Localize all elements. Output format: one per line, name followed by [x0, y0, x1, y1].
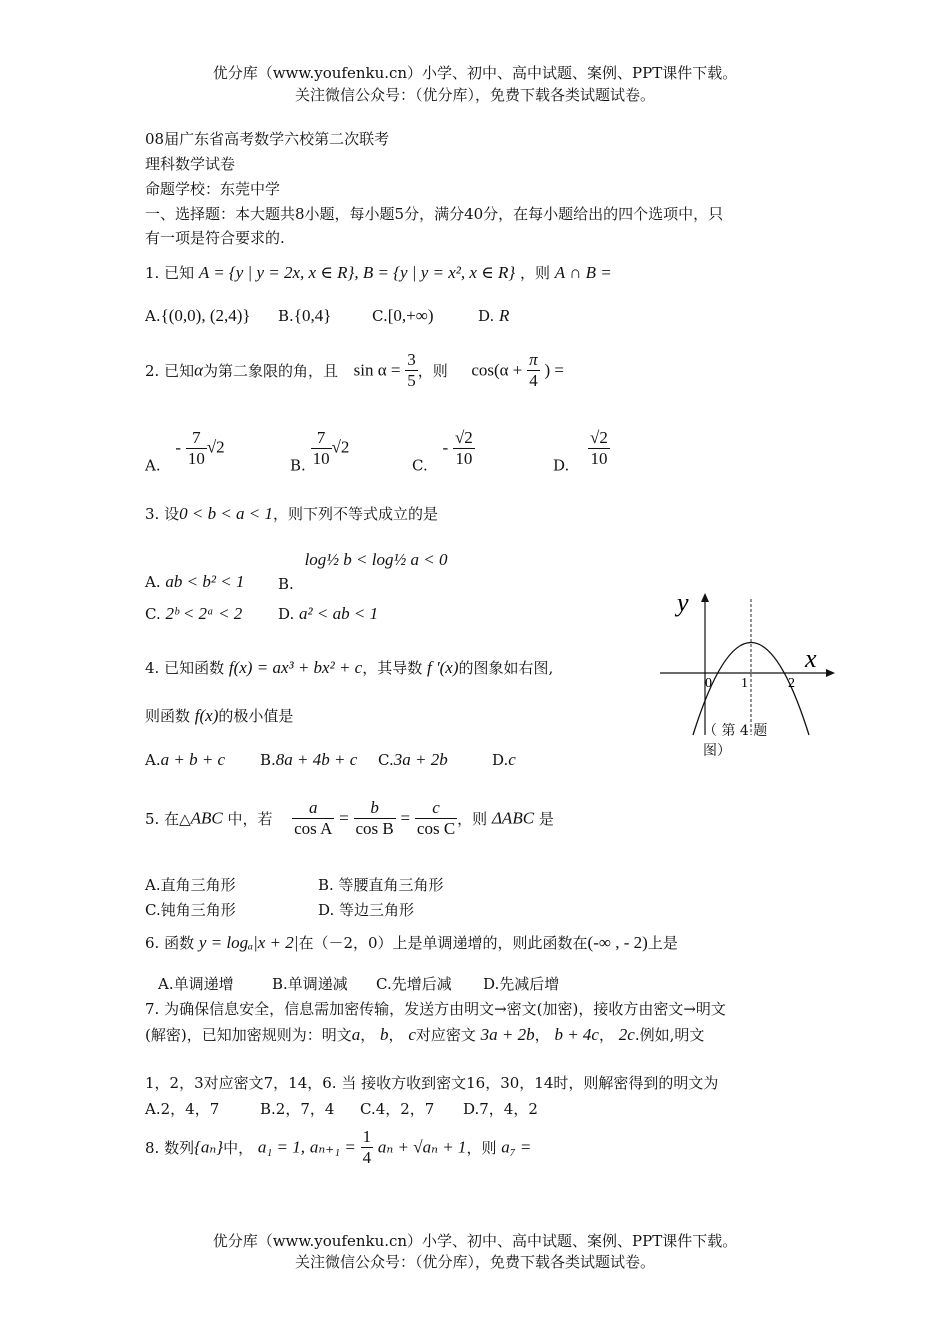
q3-option-d-text: a² < ab < 1	[299, 604, 379, 623]
q5-equals-1: =	[339, 808, 349, 828]
q1-option-c-label: C.	[372, 307, 388, 325]
q2-pi-fraction	[527, 350, 540, 391]
q7-option-b[interactable]: B.2，7，4	[260, 1100, 335, 1118]
question-8-stem	[145, 1127, 531, 1168]
q2-sin-num: 3	[407, 350, 416, 369]
q3-option-a-label: A.	[145, 573, 161, 591]
exam-subtitle: 理科数学试卷	[145, 155, 236, 173]
q2-four: 4	[529, 371, 538, 390]
q1-sets: A = {y | y = 2x, x ∈ R}, B = {y | y = x², x ∈ R}	[198, 263, 516, 282]
q2-option-d-frac	[588, 428, 610, 469]
q7-option-a[interactable]: A.2，4，7	[145, 1100, 220, 1118]
question-7-line-2	[145, 1024, 704, 1045]
q4-option-c[interactable]	[378, 750, 448, 770]
q1-option-b-text: {0,4}	[293, 306, 332, 325]
q5-frac-b	[354, 798, 396, 839]
header-line-2: 关注微信公众号：（优分库），免费下载各类试题试卷。	[294, 86, 655, 104]
footer-line-1: 优分库（www.youfenku.cn）小学、初中、高中试题、案例、PPT课件下载。	[212, 1232, 738, 1250]
q3-option-c-text: 2ᵇ < 2ᵃ < 2	[165, 604, 243, 623]
q4-option-a-text: a + b + c	[160, 750, 226, 769]
tick-0-label: 0	[705, 676, 712, 691]
q2-alpha: α	[194, 360, 204, 380]
q3-option-b[interactable]	[278, 550, 447, 593]
q8-then: ，则	[466, 1139, 497, 1157]
q3-condition: 0 < b < a < 1	[179, 504, 274, 523]
tick-1-label: 1	[741, 676, 748, 691]
q7-enc-1: 3a + 2b	[480, 1025, 535, 1044]
q2-option-a-frac	[186, 428, 207, 469]
q1-option-b[interactable]	[278, 306, 331, 326]
q3-option-a[interactable]	[145, 572, 244, 592]
q1-option-a-label: A.	[145, 307, 161, 325]
q3-prefix: 3. 设	[145, 505, 180, 523]
q8-sequence: {aₙ}	[194, 1137, 224, 1157]
q7-line2-a: (解密)，已知加密规则为：明文	[145, 1026, 352, 1044]
figure-caption-1: （ 第 4 题	[703, 723, 768, 739]
footer-line-2: 关注微信公众号：（优分库），免费下载各类试题试卷。	[294, 1253, 655, 1271]
q2-cos-lhs: cos(α +	[471, 360, 523, 380]
q2-option-d-den: 10	[590, 449, 608, 468]
q6-interval: (-∞ , - 2)	[587, 933, 648, 952]
figure-caption-2: 图）	[703, 743, 731, 759]
q4-option-c-text: 3a + 2b	[393, 750, 448, 769]
q4-line2-prefix: 则函数	[145, 707, 191, 725]
q2-option-a[interactable]	[145, 428, 225, 475]
q4-option-d[interactable]	[492, 750, 516, 770]
q2-option-d[interactable]	[553, 428, 610, 475]
q8-initial: a₁ = 1,	[257, 1137, 306, 1157]
q2-option-d-label: D.	[553, 456, 570, 475]
q7-var-b: b	[380, 1025, 389, 1044]
q4-derivative: f '(x)	[427, 658, 459, 677]
q2-option-b-label: B.	[290, 456, 306, 475]
q2-option-a-label: A.	[145, 456, 161, 475]
q1-ask: A ∩ B =	[554, 263, 612, 282]
q2-option-a-den: 10	[187, 449, 205, 468]
q7-var-c: c	[408, 1025, 416, 1044]
y-axis-label: y	[677, 588, 689, 617]
section-intro-1: 一、选择题：本大题共8小题，每小题5分，满分40分，在每小题给出的四个选项中，只	[145, 205, 724, 223]
q1-option-c[interactable]	[372, 306, 434, 326]
section-intro-2: 有一项是符合要求的.	[145, 229, 285, 247]
q3-option-d-label: D.	[278, 605, 295, 623]
q1-suffix: ，则	[519, 264, 550, 282]
question-3-stem	[145, 503, 438, 524]
q2-option-b-num: 7	[311, 428, 332, 449]
q7-var-a: a	[351, 1025, 361, 1044]
q7-option-d[interactable]: D.7，4，2	[463, 1100, 538, 1118]
x-axis-label: x	[805, 644, 817, 673]
q2-option-a-sign: -	[175, 437, 182, 457]
q2-mid: 为第二象限的角，且	[203, 362, 339, 380]
q6-option-b[interactable]: B.单调递减	[272, 975, 348, 993]
question-6-stem	[145, 932, 678, 953]
q4-option-a-label: A.	[145, 751, 161, 769]
question-2-stem	[145, 350, 564, 391]
q3-option-b-label: B.	[278, 575, 294, 593]
q1-option-a-text: {(0,0), (2,4)}	[160, 306, 251, 325]
question-4-stem-2	[145, 705, 293, 726]
q3-option-b-text: log½ b < log½ a < 0	[304, 550, 448, 569]
question-1-stem	[145, 262, 612, 283]
q3-option-d[interactable]	[278, 604, 378, 624]
q8-rec-rhs: aₙ + √aₙ + 1	[377, 1137, 467, 1157]
q6-option-c[interactable]: C.先增后减	[376, 975, 452, 993]
q7-sep-4: ，	[598, 1026, 614, 1044]
q5-triangle-2: ΔABC	[491, 808, 535, 828]
q5-option-b[interactable]: B. 等腰直角三角形	[318, 876, 444, 894]
q4-option-d-text: c	[508, 750, 516, 769]
q4-option-d-label: D.	[492, 751, 509, 769]
q1-prefix: 1. 已知	[145, 264, 195, 282]
q5-option-a[interactable]: A.直角三角形	[145, 876, 236, 894]
q4-option-b-text: 8a + 4b + c	[275, 750, 358, 769]
q2-option-d-num: √2	[590, 428, 608, 447]
q5-equals-2: =	[400, 808, 411, 828]
q5-option-c[interactable]: C.钝角三角形	[145, 901, 236, 919]
q1-option-d-label: D.	[478, 307, 495, 325]
q5-triangle: ABC	[190, 808, 223, 828]
q2-sin-den: 5	[407, 371, 416, 390]
q5-num-c: c	[415, 798, 457, 819]
question-4-stem	[145, 657, 553, 678]
q8-quarter-den: 4	[362, 1148, 372, 1167]
q2-option-c-label: C.	[412, 456, 428, 475]
q2-option-a-num: 7	[186, 428, 207, 449]
q2-then: ，则	[417, 362, 448, 380]
q2-prefix: 2. 已知	[145, 362, 195, 380]
q2-option-c-den: 10	[455, 449, 473, 468]
q6-prefix: 6. 函数	[145, 934, 195, 952]
q8-quarter	[361, 1127, 374, 1168]
q2-option-b-rad: √2	[331, 437, 350, 457]
question-7-line-3: 1，2，3对应密文7，14，6. 当 接收方收到密文16，30，14时，则解密得到的明文为	[145, 1074, 719, 1092]
q3-option-a-text: ab < b² < 1	[165, 572, 245, 591]
q7-line2-b: 对应密文	[415, 1026, 476, 1044]
question-7-line-1: 7. 为确保信息安全，信息需加密传输，发送方由明文→密文(加密)，接收方由密文→明文	[145, 1000, 726, 1018]
q7-enc-2: b + 4c	[554, 1025, 599, 1044]
q5-num-b: b	[354, 798, 396, 819]
q2-option-c-num: √2	[454, 428, 473, 447]
x-axis-arrow-icon	[826, 669, 835, 677]
q3-option-c-label: C.	[145, 605, 161, 623]
q4-option-b-label: B.	[260, 751, 276, 769]
q2-option-b-den: 10	[312, 449, 330, 468]
q2-option-a-rad: √2	[206, 437, 225, 457]
q2-sin-lhs: sin α =	[353, 360, 401, 380]
q6-option-a[interactable]: A.单调递增	[158, 975, 234, 993]
q4-function: f(x) = ax³ + bx² + c	[228, 658, 363, 677]
q4-line2-func: f(x)	[194, 706, 219, 725]
tick-2-label: 2	[788, 676, 795, 691]
q6-function: y = logₐ|x + 2|	[198, 933, 299, 952]
q5-frac-c	[415, 798, 457, 839]
header-line-1: 优分库（www.youfenku.cn）小学、初中、高中试题、案例、PPT课件下载。	[212, 64, 738, 82]
q5-suffix: 是	[538, 810, 554, 828]
q8-rec-lhs: aₙ₊₁ =	[309, 1137, 356, 1157]
q2-option-b[interactable]	[290, 428, 349, 475]
q5-den-b: cos B	[355, 819, 394, 838]
q7-line2-c: .例如,明文	[634, 1026, 705, 1044]
q4-suffix: 的图象如右图,	[458, 659, 554, 677]
q7-option-c[interactable]: C.4，2，7	[360, 1100, 435, 1118]
q5-frac-a	[292, 798, 334, 839]
q1-option-d-text: R	[499, 306, 510, 325]
q1-option-c-text: [0,+∞)	[387, 306, 434, 325]
q8-prefix: 8. 数列	[145, 1139, 195, 1157]
q6-option-d[interactable]: D.先减后增	[483, 975, 560, 993]
q4-prefix: 4. 已知函数	[145, 659, 225, 677]
q4-option-c-label: C.	[378, 751, 394, 769]
q1-option-d[interactable]	[478, 306, 509, 326]
q7-sep-1: ，	[360, 1026, 376, 1044]
q2-option-c[interactable]	[412, 428, 475, 475]
q8-mid: 中，	[223, 1139, 254, 1157]
q2-sin-fraction	[405, 350, 418, 391]
q5-option-d[interactable]: D. 等边三角形	[318, 901, 415, 919]
q6-mid: 在（－2，0）上是单调递增的，则此函数在	[298, 934, 588, 952]
q2-option-c-sign: -	[442, 437, 449, 457]
q5-num-a: a	[292, 798, 334, 819]
q7-sep-3: ，	[534, 1026, 550, 1044]
q4-line2-suffix: 的极小值是	[218, 707, 294, 725]
q8-quarter-num: 1	[362, 1127, 372, 1146]
q4-mid: ，其导数	[362, 659, 423, 677]
question-5-stem	[145, 798, 554, 839]
y-axis-arrow-icon	[701, 593, 709, 602]
q2-option-b-frac	[311, 428, 332, 469]
q6-suffix: 上是	[647, 934, 678, 952]
q1-option-b-label: B.	[278, 307, 294, 325]
q5-prefix: 5. 在△	[145, 810, 191, 828]
exam-school: 命题学校：东莞中学	[145, 180, 281, 198]
q2-pi: π	[529, 350, 538, 369]
q1-option-a[interactable]	[145, 306, 251, 326]
q5-then: ，则	[457, 810, 488, 828]
exam-title: 08届广东省高考数学六校第二次联考	[145, 130, 390, 148]
q8-ask: a₇ =	[501, 1137, 532, 1157]
q7-sep-2: ，	[388, 1026, 404, 1044]
q5-den-c: cos C	[416, 819, 456, 838]
q7-enc-3: 2c	[618, 1025, 635, 1044]
q3-suffix: ，则下列不等式成立的是	[273, 505, 439, 523]
q3-option-c[interactable]	[145, 604, 242, 624]
q5-den-a: cos A	[294, 819, 333, 838]
q4-option-b[interactable]	[260, 750, 357, 770]
q4-option-a[interactable]	[145, 750, 225, 770]
q5-mid: 中，若	[227, 810, 273, 828]
q2-cos-rhs: ) =	[544, 360, 564, 380]
q2-option-c-frac	[453, 428, 475, 469]
